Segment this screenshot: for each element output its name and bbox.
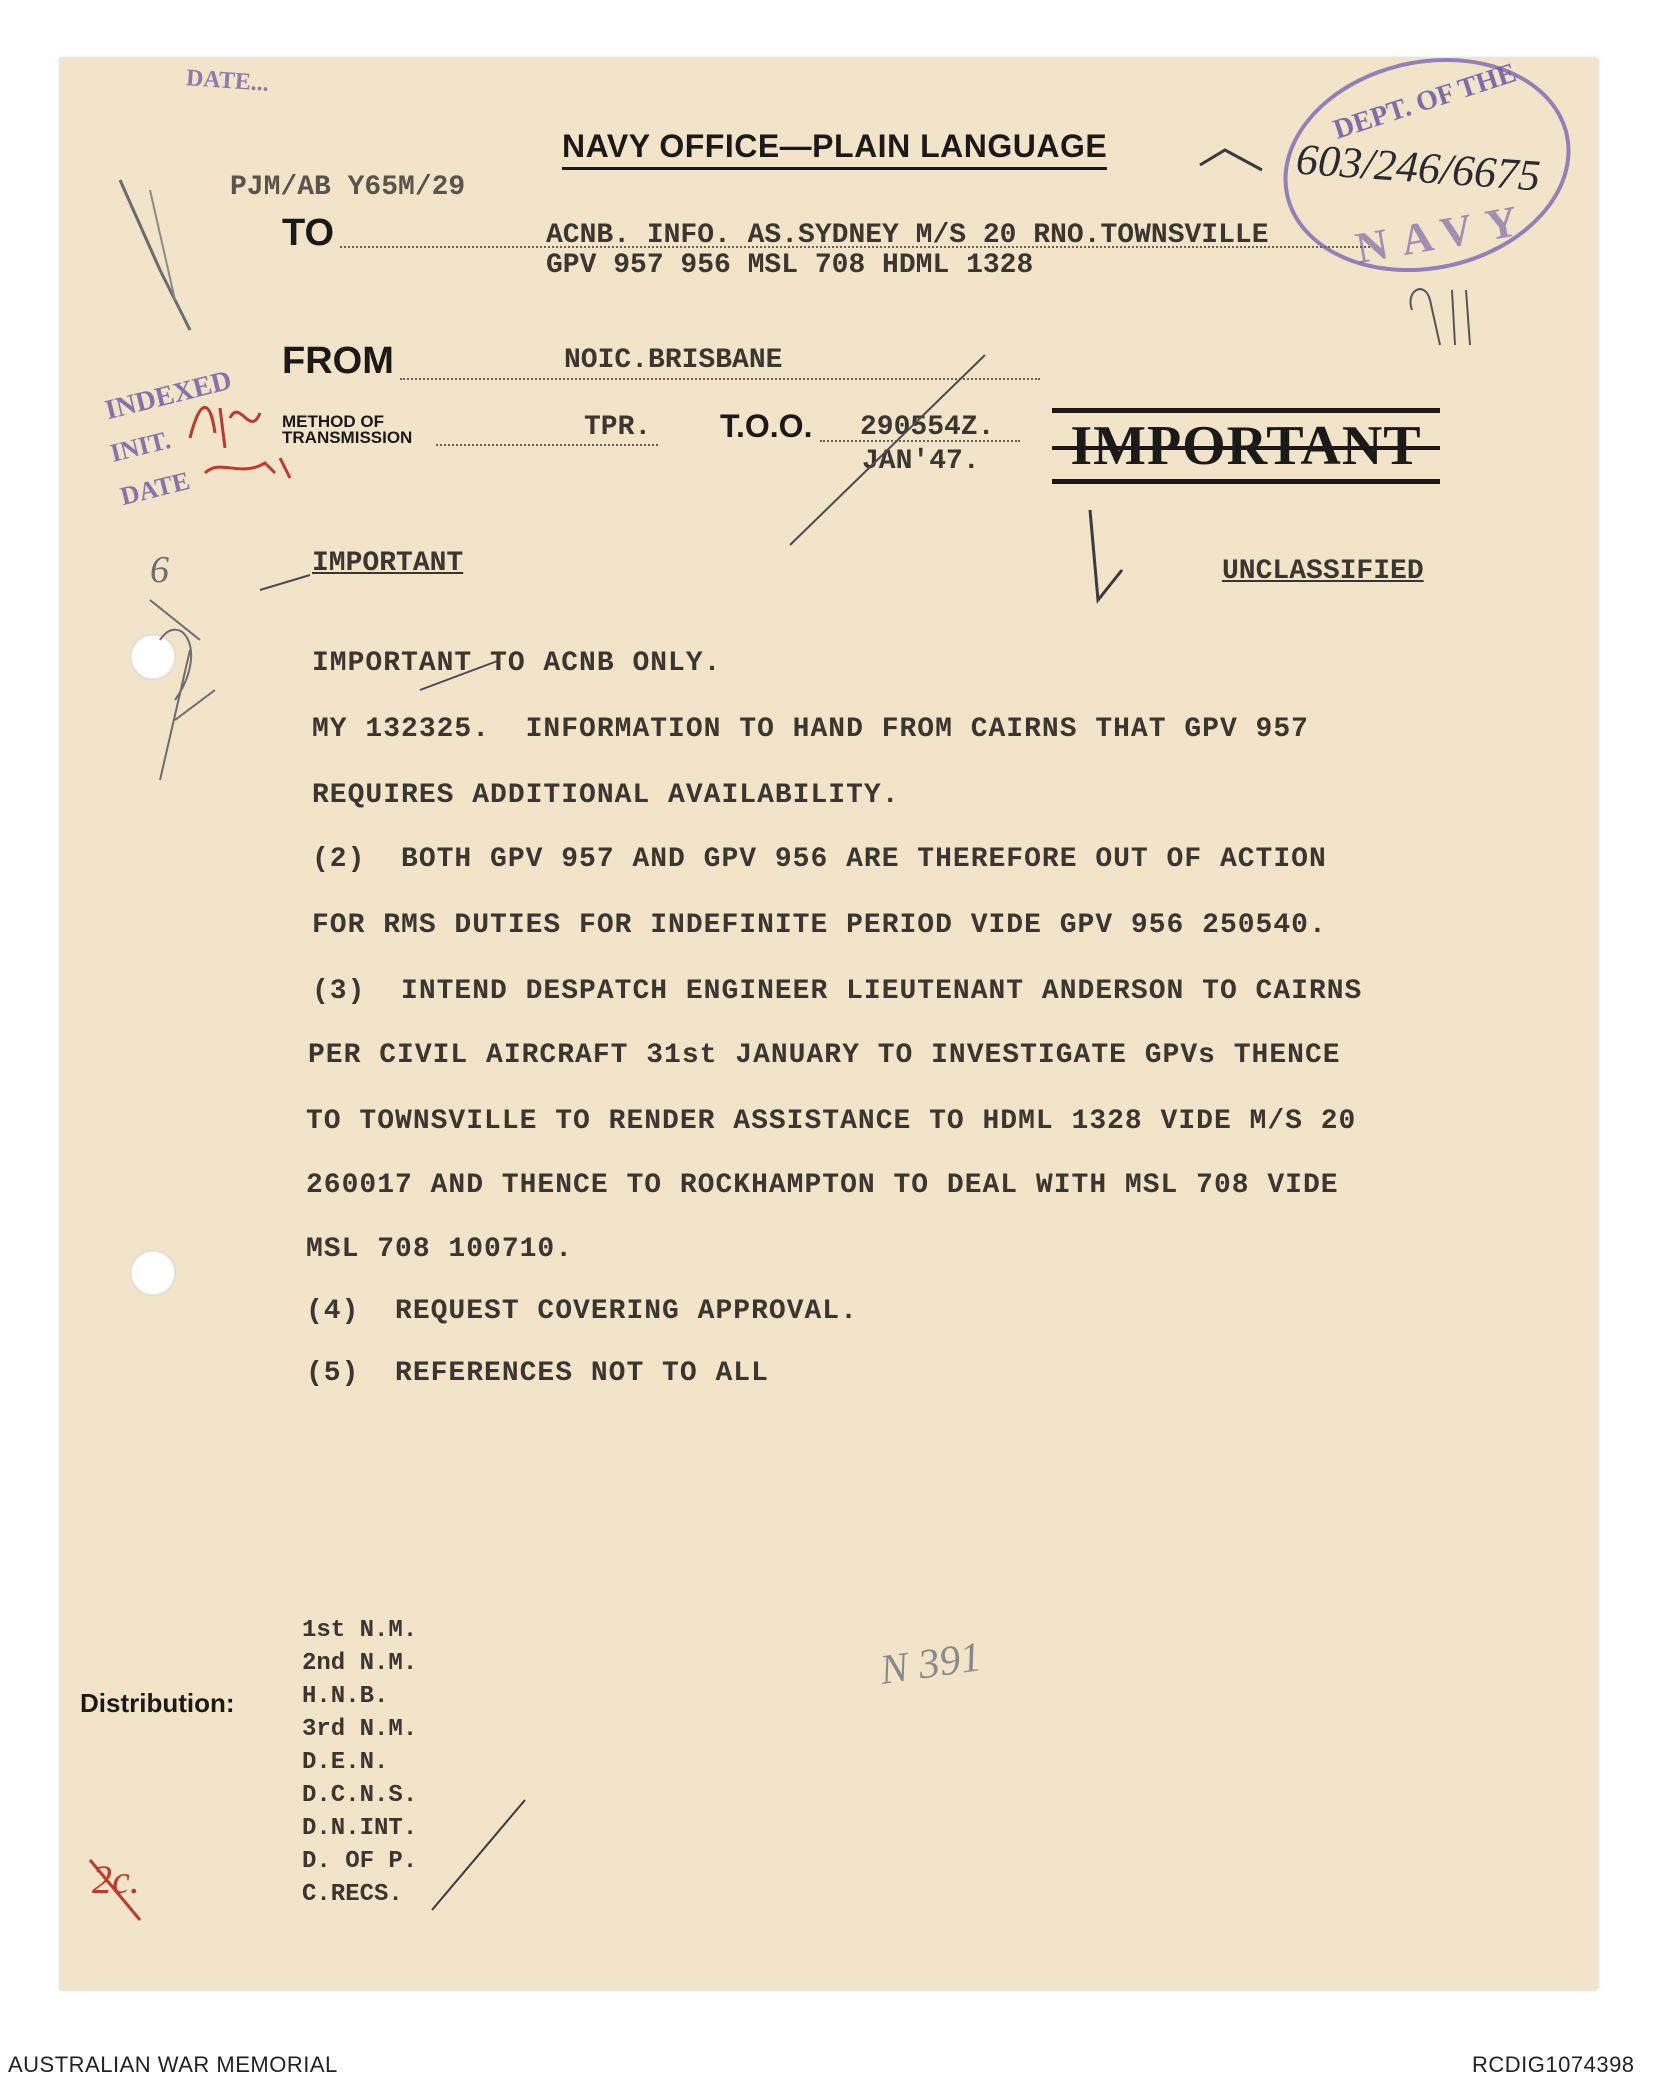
footer-left: AUSTRALIAN WAR MEMORIAL [8,2052,338,2077]
distribution-item: D.N.INT. [302,1815,418,1842]
indexed-stamp: INDEXED [102,364,235,427]
message-precedence: IMPORTANT [312,548,464,579]
distribution-item: D.E.N. [302,1749,389,1776]
method-label-2: TRANSMISSION [282,428,413,447]
from-label: FROM [282,340,394,382]
message-line: 260017 AND THENCE TO ROCKHAMPTON TO DEAL WITH MSL 708 VIDE [306,1170,1339,1201]
message-line: (5) REFERENCES NOT TO ALL [306,1358,769,1389]
too-value-1: 290554Z. [860,412,995,443]
to-address-line-1: ACNB. INFO. AS.SYDNEY M/S 20 RNO.TOWNSVILLE [546,220,1269,251]
distribution-label: Distribution: [80,1688,235,1718]
date-stamp-top: DATE... [185,65,270,97]
message-line: FOR RMS DUTIES FOR INDEFINITE PERIOD VIDE GPV 956 250540. [312,910,1327,941]
distribution-item: D. OF P. [302,1848,418,1875]
message-line: (2) BOTH GPV 957 AND GPV 956 ARE THEREFORE OUT OF ACTION [312,844,1327,875]
message-line: (4) REQUEST COVERING APPROVAL. [306,1296,858,1327]
distribution-item: 3rd N.M. [302,1716,418,1743]
footer-right: RCDIG1074398 [1472,2052,1635,2077]
init-stamp: INIT. [107,425,174,468]
message-line: IMPORTANT TO ACNB ONLY. [312,648,722,679]
to-label: TO [282,212,335,254]
file-number-handwritten: 603/246/6675 [1294,134,1542,201]
distribution-item: 2nd N.M. [302,1650,418,1677]
precedence-box-text: IMPORTANT [1070,415,1422,477]
distribution-item: H.N.B. [302,1683,389,1710]
distribution-item: C.RECS. [302,1881,403,1908]
message-line: MSL 708 100710. [306,1234,574,1265]
message-classification: UNCLASSIFIED [1222,556,1424,587]
message-line: MY 132325. INFORMATION TO HAND FROM CAIRNS THAT GPV 957 [312,714,1309,745]
message-line: REQUIRES ADDITIONAL AVAILABILITY. [312,780,900,811]
distribution-item: D.C.N.S. [302,1782,418,1809]
message-line: TO TOWNSVILLE TO RENDER ASSISTANCE TO HDML 1328 VIDE M/S 20 [306,1106,1357,1137]
department-stamp-text: DEPT. OF THE [1329,57,1521,146]
red-pencil-note: 2c. [92,1857,140,1902]
too-value-2: JAN'47. [862,446,980,477]
distribution-item: 1st N.M. [302,1617,418,1644]
margin-number: 6 [150,549,169,591]
to-address-line-2: GPV 957 956 MSL 708 HDML 1328 [546,250,1034,281]
message-line: (3) INTEND DESPATCH ENGINEER LIEUTENANT ANDERSON TO CAIRNS [312,976,1363,1007]
from-value: NOIC.BRISBANE [564,345,783,376]
form-title: NAVY OFFICE—PLAIN LANGUAGE [562,128,1107,170]
method-value: TPR. [584,412,652,443]
too-label: T.O.O. [720,408,813,444]
message-line: PER CIVIL AIRCRAFT 31st JANUARY TO INVESTIGATE GPVs THENCE [308,1040,1341,1071]
date-side-stamp: DATE [117,465,193,512]
reference-number: PJM/AB Y65M/29 [230,172,466,203]
bottom-pencil-note: N 391 [877,1634,985,1694]
department-stamp-navy: NAVY [1352,193,1536,274]
method-label-1: METHOD OF [282,412,384,431]
